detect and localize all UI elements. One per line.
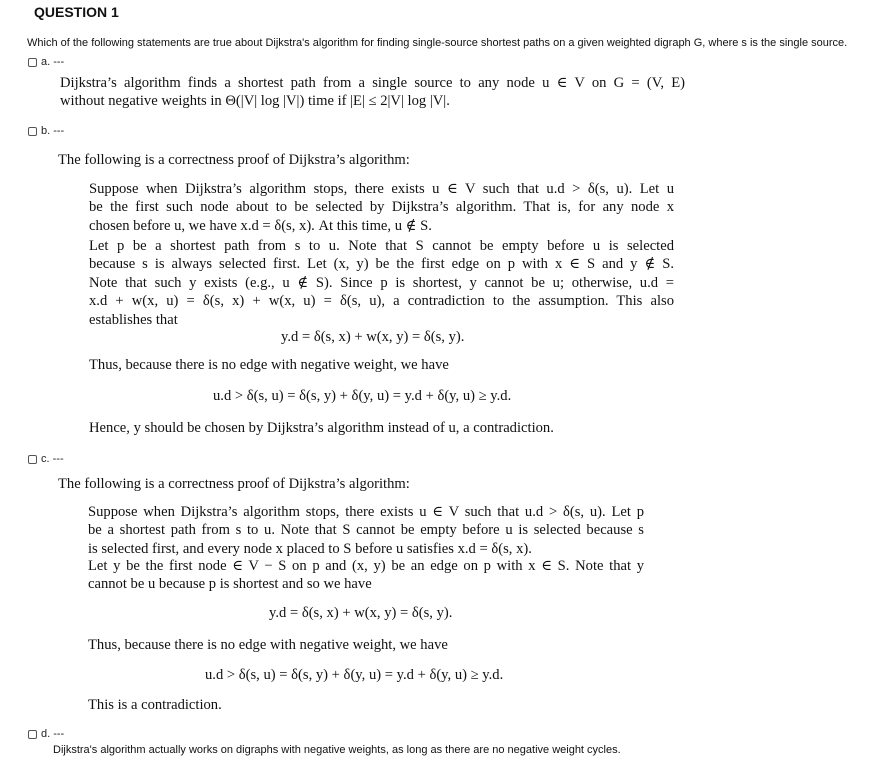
option-c-conclusion: This is a contradiction. <box>88 697 222 713</box>
proof-line: is selected first, and every node x placed to S before u satisfies x.d = δ(s, x). <box>88 540 532 557</box>
proof-line: be a shortest path from s to u. Note that S cannot be empty before u is selected because s <box>88 522 644 539</box>
proof-line: establishes that <box>89 311 178 328</box>
question-title: QUESTION 1 <box>34 4 119 20</box>
option-d-checkbox[interactable] <box>28 730 37 739</box>
proof-line: be the first such node about to be selected by Dijkstra’s algorithm. That is, for any node x <box>89 199 674 216</box>
option-c-checkbox[interactable] <box>28 455 37 464</box>
option-a-label: a. --- <box>41 56 65 68</box>
option-a-line: Dijkstra’s algorithm finds a shortest path from a single source to any node u ∈ V on G = (V, E) <box>60 75 685 91</box>
proof-line: Suppose when Dijkstra’s algorithm stops, there exists u ∈ V such that u.d > δ(s, u). Let u <box>89 181 674 197</box>
proof-line: x.d + w(x, u) = δ(s, x) + w(x, u) = δ(s, u), a contradiction to the assumption. This also <box>89 293 674 310</box>
proof-line: Let y be the first node ∈ V − S on p and (x, y) be an edge on p with x ∈ S. Note that y <box>88 558 644 574</box>
option-d-label: d. --- <box>41 728 65 740</box>
option-b-checkbox[interactable] <box>28 127 37 136</box>
proof-line: chosen before u, we have x.d = δ(s, x). At this time, u ∉ S. <box>89 217 432 234</box>
option-c-equation-2: u.d > δ(s, u) = δ(s, y) + δ(y, u) = y.d + δ(y, u) ≥ y.d. <box>205 667 504 683</box>
proof-line: Let p be a shortest path from s to u. Note that S cannot be empty before u is selected <box>89 238 674 254</box>
proof-line: cannot be u because p is shortest and so we have <box>88 576 372 593</box>
option-a-line: without negative weights in Θ(|V| log |V|) time if |E| ≤ 2|V| log |V|. <box>60 93 450 110</box>
option-d-text: Dijkstra's algorithm actually works on digraphs with negative weights, as long as there are no negative weight cycles. <box>53 744 621 756</box>
option-b[interactable] <box>28 125 64 137</box>
question-prompt: Which of the following statements are true about Dijkstra's algorithm for finding single-source shortest paths on a given weighted digraph G, where s is the single source. <box>27 37 848 49</box>
option-b-equation-1: y.d = δ(s, x) + w(x, y) = δ(s, y). <box>281 329 465 345</box>
option-a[interactable] <box>28 56 64 68</box>
option-c[interactable] <box>28 453 64 465</box>
option-c-thus: Thus, because there is no edge with negative weight, we have <box>88 637 448 653</box>
option-b-intro: The following is a correctness proof of Dijkstra’s algorithm: <box>58 152 410 168</box>
option-b-conclusion: Hence, y should be chosen by Dijkstra’s algorithm instead of u, a contradiction. <box>89 420 554 436</box>
option-b-para1 <box>89 180 674 235</box>
option-a-checkbox[interactable] <box>28 58 37 67</box>
proof-line: Suppose when Dijkstra’s algorithm stops, there exists u ∈ V such that u.d > δ(s, u). Let p <box>88 504 644 520</box>
option-b-label: b. --- <box>41 125 65 137</box>
proof-line: Note that such y exists (e.g., u ∉ S). Since p is shortest, y cannot be u; otherwise, u.d = <box>89 274 674 291</box>
option-c-para2 <box>88 557 644 594</box>
option-b-thus: Thus, because there is no edge with negative weight, we have <box>89 357 449 373</box>
option-a-content <box>60 74 685 111</box>
option-c-label: c. --- <box>41 453 64 465</box>
proof-line: because s is always selected first. Let (x, y) be the first edge on p with x ∈ S and y ∉ S. <box>89 256 674 273</box>
option-b-para2 <box>89 237 674 329</box>
option-c-equation-1: y.d = δ(s, x) + w(x, y) = δ(s, y). <box>269 605 453 621</box>
option-c-intro: The following is a correctness proof of Dijkstra’s algorithm: <box>58 476 410 492</box>
option-d[interactable] <box>28 728 64 740</box>
option-c-para1 <box>88 503 644 558</box>
option-b-equation-2: u.d > δ(s, u) = δ(s, y) + δ(y, u) = y.d + δ(y, u) ≥ y.d. <box>213 388 512 404</box>
